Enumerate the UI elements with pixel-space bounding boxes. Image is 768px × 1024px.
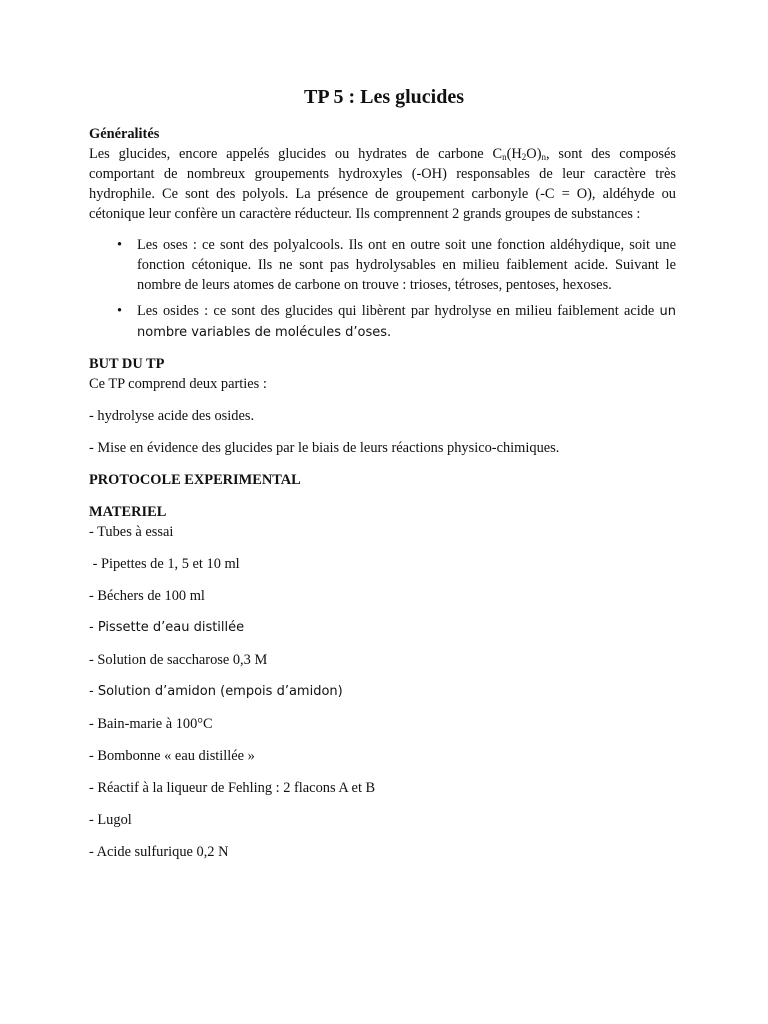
but-item: - Mise en évidence des glucides par le biais de leurs réactions physico-chimiques. — [89, 440, 560, 456]
para-text-1: Les glucides, encore appelés glucides ou hydrates de carbone C — [89, 146, 503, 162]
materiel-item: - Bain-marie à 100°C — [89, 716, 213, 732]
document-body — [89, 124, 676, 862]
materiel-item: - Réactif à la liqueur de Fehling : 2 flacons A et B — [89, 780, 376, 796]
materiel-item: - Tubes à essai — [89, 524, 174, 540]
bullet-text: Les oses : ce sont des polyalcools. Ils ont en outre soit une fonction aldéhydique, soit une fonction cétonique. Ils ne sont pas hydrolysables en milieu faiblement acide. Suivant le nombre de leurs atomes de carbone on trouve : trioses, tétroses, pentoses, hexoses. — [137, 237, 676, 293]
materiel-item: - Lugol — [89, 812, 132, 828]
subscript-n: n — [502, 152, 507, 162]
para-text-3: O) — [526, 146, 542, 162]
materiel-heading: MATERIEL — [89, 504, 167, 520]
para-text-4: , sont des composés comportant de nombreux groupements hydroxyles (-OH) responsables de leur caractère très hydrophile. Ce sont des polyols. La présence de groupement carbonyle (-C = O), aldéhyde ou cétonique leur confère un caractère réducteur. Ils comprennent 2 grands groupes de substances : — [89, 146, 676, 222]
but-item: - hydrolyse acide des osides. — [89, 408, 255, 424]
materiel-item: - Solution de saccharose 0,3 M — [89, 652, 268, 668]
materiel-item: - Bombonne « eau distillée » — [89, 748, 255, 764]
materiel-item: - Béchers de 100 ml — [89, 588, 205, 604]
bullet-text-tail: un nombre variables de molécules d’oses. — [137, 304, 676, 340]
para-text-2: (H — [506, 146, 522, 162]
but-section — [89, 354, 676, 458]
subscript-n: n — [541, 152, 546, 162]
materiel-item: - Acide sulfurique 0,2 N — [89, 844, 229, 860]
materiel-section — [89, 502, 676, 862]
materiel-item: - Solution d’amidon (empois d’amidon) — [89, 684, 343, 699]
page-title: TP 5 : Les glucides — [303, 86, 464, 108]
generalites-heading: Généralités — [89, 126, 160, 142]
protocole-heading: PROTOCOLE EXPERIMENTAL — [89, 472, 301, 488]
bullet-text: Les osides : ce sont des glucides qui libèrent par hydrolyse en milieu faiblement acide — [137, 303, 655, 319]
materiel-item: - Pipettes de 1, 5 et 10 ml — [89, 556, 240, 572]
bullet-list — [89, 235, 676, 343]
generalites-paragraph — [89, 144, 676, 224]
list-item — [89, 235, 676, 295]
materiel-item: - Pissette d’eau distillée — [89, 620, 245, 635]
bullet-icon: • — [117, 303, 123, 319]
list-item — [89, 301, 676, 343]
bullet-icon: • — [117, 237, 123, 253]
but-intro: Ce TP comprend deux parties : — [89, 376, 267, 392]
but-heading: BUT DU TP — [89, 356, 165, 372]
subscript-2: 2 — [521, 152, 527, 162]
